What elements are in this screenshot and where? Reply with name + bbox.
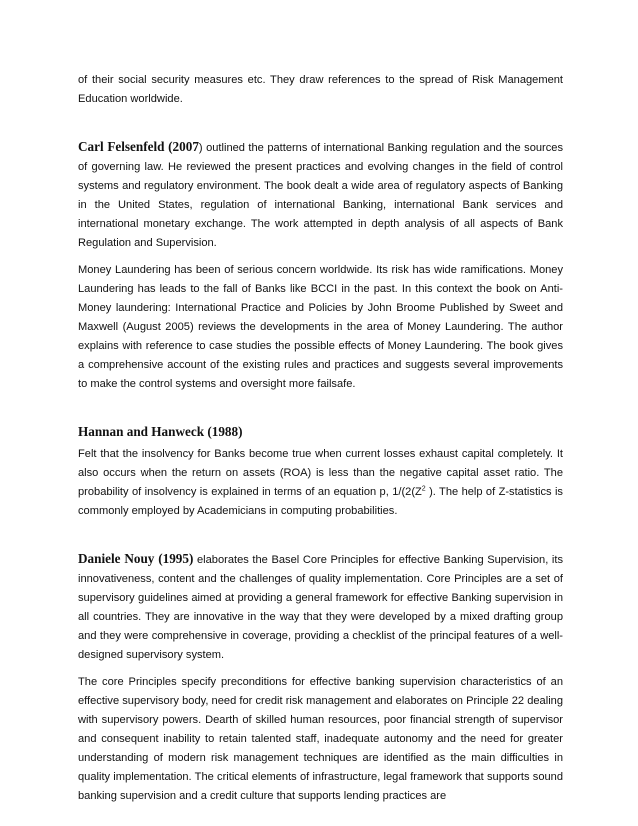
hannan-hanweck-heading: Hannan and Hanweck (1988)	[78, 424, 243, 439]
money-laundering-paragraph: Money Laundering has been of serious concern worldwide. Its risk has wide ramifications. Money Laundering has leads to the fall of Banks like BCCI in the past. In this context the book on Anti-Money laundering: International Practice and Policies by John Broome Published by Sweet and Maxwell (August 2005) reviews the developments in the area of Money Laundering. The author explains with reference to case studies the possible effects of Money Laundering. The book gives a comprehensive account of the existing rules and practices and suggests several improvements to make the control systems and oversight more failsafe.	[78, 264, 563, 390]
superscript-2: 2	[421, 485, 426, 493]
intro-paragraph: of their social security measures etc. They draw references to the spread of Risk Management Education worldwide.	[78, 74, 563, 105]
hannan-text-a: Felt that the insolvency for Banks become true when current losses exhaust capital completely. It also occurs when the return on assets (ROA) is less than the negative capital asset ratio. The probability of insolvency is explained in terms of an equation p, 1/(2(Z	[78, 448, 563, 498]
hannan-text-b: ). The help of Z-statistics is commonly employed by Academicians in computing probabilities.	[78, 486, 563, 517]
nouy-text: elaborates the Basel Core Principles for effective Banking Supervision, its innovativeness, content and the challenges of quality implementation. Core Principles are a set of supervisory guidelines aimed at providing a general framework for effective Banking supervision in all countries. They are innovative in the way that they were developed by a mixed drafting group and they were comprehensive in coverage, providing a checklist of the principal features of a well-designed supervisory system.	[78, 554, 563, 661]
felsenfeld-text: ) outlined the patterns of international Banking regulation and the sources of governing law. He reviewed the present practices and evolving changes in the field of control systems and regulatory environment. The book dealt a wide area of regulatory aspects of Banking in the United States, regulation of international Banking, international Bank services and international monetary exchange. The work attempted in depth analysis of all aspects of Bank Regulation and Supervision.	[78, 142, 563, 249]
hannan-hanweck-paragraph	[78, 445, 563, 521]
core-principles-paragraph: The core Principles specify preconditions for effective banking supervision characteristics of an effective supervisory body, need for credit risk management and elaborates on Principle 22 dealing with supervisory powers. Dearth of skilled human resources, poor financial strength of supervisor and consequent inability to retain talented staff, inadequate autonomy and the need for greater understanding of modern risk management techniques are identified as the main difficulties in quality implementation. The critical elements of infrastructure, legal framework that supports sound banking supervision and a credit culture that supports lending practices are	[78, 676, 563, 802]
felsenfeld-paragraph	[78, 137, 563, 253]
nouy-paragraph	[78, 549, 563, 665]
document-page	[78, 71, 563, 806]
nouy-heading: Daniele Nouy (1995)	[78, 551, 194, 566]
felsenfeld-heading: Carl Felsenfeld (2007	[78, 139, 199, 154]
